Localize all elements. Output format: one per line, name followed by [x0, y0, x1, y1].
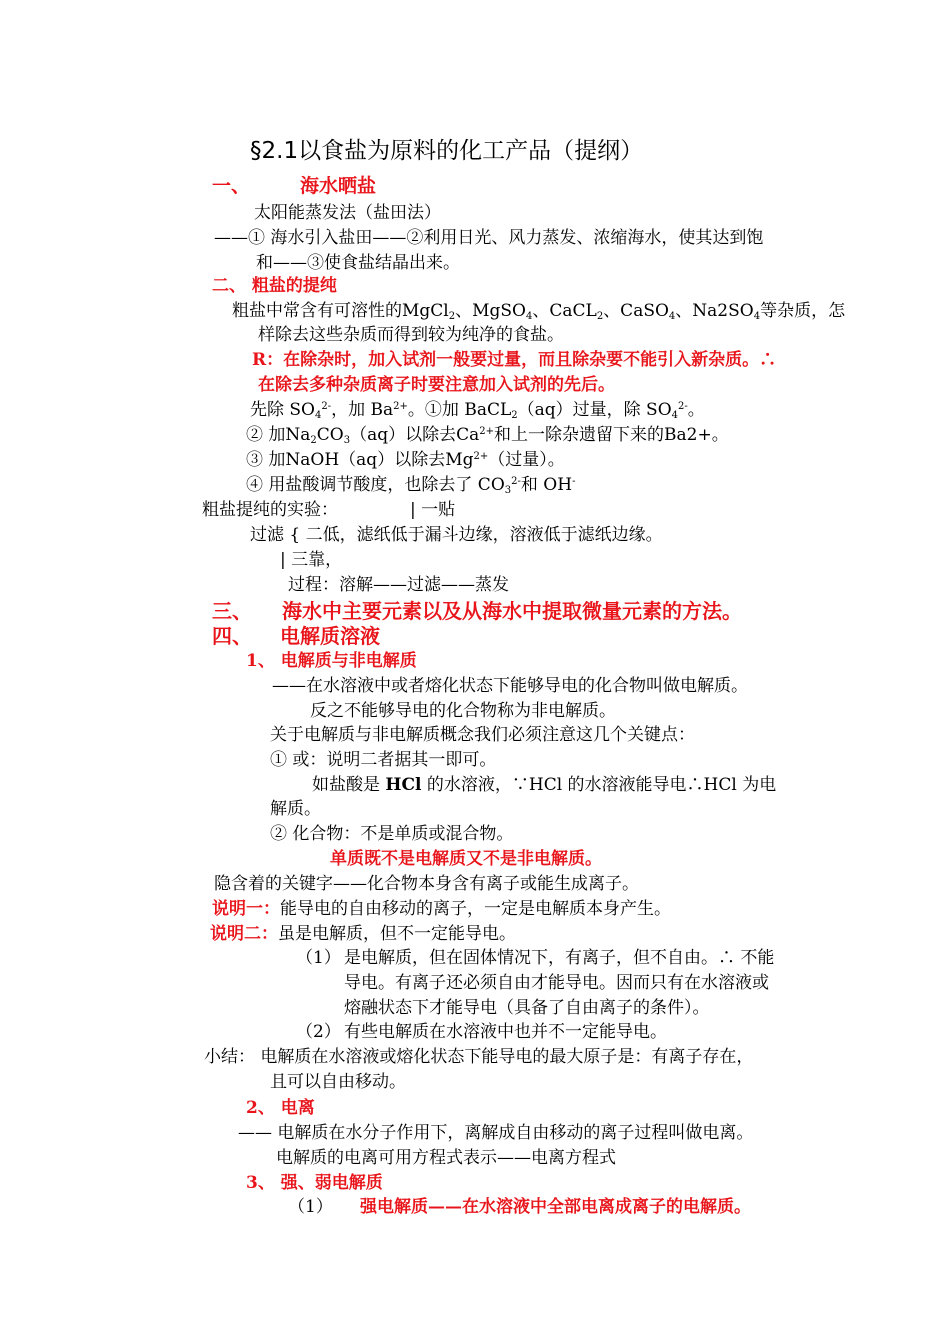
- subscript: 2: [448, 311, 456, 322]
- text-run: CO: [316, 425, 344, 445]
- summary-line-2: 且可以自由移动。: [270, 1072, 406, 1092]
- subscript: 4: [668, 311, 676, 322]
- key-point-2-note: 单质既不是电解质又不是非电解质。: [330, 849, 602, 869]
- definition-line-1: ——在水溶液中或者熔化状态下能够导电的化合物叫做电解质。: [272, 676, 748, 696]
- text-run: 。: [687, 400, 705, 420]
- note-1: [212, 898, 671, 920]
- subscript: 3: [343, 435, 351, 446]
- point-1-line-1: 是电解质，但在固体情况下，有离子，但不自由。∴ 不能: [344, 948, 775, 968]
- note-2-label: 说明二：: [210, 924, 278, 944]
- section-3-number: 三、: [212, 599, 252, 623]
- strong-electrolyte-number: （1）: [288, 1197, 333, 1217]
- superscript: 2+: [479, 426, 495, 437]
- text-run: 的水溶液，∵HCl 的水溶液能导电∴HCl 为电: [421, 775, 777, 795]
- section-3-heading: 海水中主要元素以及从海水中提取微量元素的方法。: [282, 599, 742, 623]
- superscript: 2+: [473, 451, 489, 462]
- subscript: 2: [310, 435, 317, 446]
- s2-remark-line-2: 在除去多种杂质离子时要注意加入试剂的先后。: [258, 375, 615, 395]
- text-run: 如盐酸是: [312, 775, 386, 795]
- experiment-item-1: | 一贴: [410, 500, 456, 520]
- text-run: ，加 Ba: [331, 400, 394, 420]
- s2-step-1: [250, 399, 705, 421]
- text-run: ③ 加NaOH（aq）以除去Mg: [246, 450, 474, 470]
- strong-electrolyte-def: 强电解质——在水溶液中全部电离成离子的电解质。: [360, 1197, 751, 1217]
- subsection-1-heading: 1、 电解质与非电解质: [246, 651, 417, 671]
- ionization-line-1: —— 电解质在水分子作用下，离解成自由移动的离子过程叫做电离。: [238, 1123, 754, 1143]
- text-run: 先除 SO: [250, 400, 315, 420]
- text-run: 和上一除杂遗留下来的Ba2+。: [494, 425, 729, 445]
- subscript: 2: [511, 410, 518, 421]
- text-run: 、CaSO: [603, 301, 669, 321]
- page-title: §2.1以食盐为原料的化工产品（提纲）: [250, 138, 644, 164]
- s2-impurities-line-1: [232, 300, 845, 322]
- point-2-number: （2）: [296, 1022, 341, 1042]
- text-run: 等杂质，怎: [760, 301, 846, 321]
- key-point-2: ② 化合物：不是单质或混合物。: [270, 824, 514, 844]
- subsection-2-heading: 2、 电离: [246, 1098, 315, 1118]
- subscript: 4: [753, 311, 761, 322]
- s1-line-1: 太阳能蒸发法（盐田法）: [254, 203, 441, 223]
- subscript: 4: [315, 410, 322, 421]
- note-1-label: 说明一：: [212, 899, 280, 919]
- subsection-3-heading: 3、 强、弱电解质: [246, 1173, 383, 1193]
- text-run: （过量）。: [488, 450, 565, 470]
- superscript: 2+: [393, 401, 408, 412]
- experiment-item-3: | 三靠，: [280, 550, 343, 570]
- subscript: 4: [671, 410, 679, 421]
- key-point-1-example-end: 解质。: [270, 799, 321, 819]
- section-2-heading: 二、 粗盐的提纯: [212, 276, 337, 296]
- s1-line-2: ——① 海水引入盐田——②利用日光、风力蒸发、浓缩海水，使其达到饱: [214, 228, 764, 248]
- superscript: 2-: [678, 401, 688, 412]
- key-point-1-example: [312, 774, 776, 796]
- text-run: （aq）以除去Ca: [350, 425, 480, 445]
- text-run: ④ 用盐酸调节酸度，也除去了 CO: [246, 475, 505, 495]
- text-run: 和 OH: [520, 475, 573, 495]
- text-run: 、MgSO: [455, 301, 526, 321]
- note-2: [210, 923, 516, 945]
- superscript: 2-: [321, 401, 332, 412]
- text-run: ② 加Na: [246, 425, 311, 445]
- section-1-heading: 海水晒盐: [300, 175, 377, 197]
- key-points-intro: 关于电解质与非电解质概念我们必须注意这几个关键点：: [270, 725, 695, 745]
- text-run: （aq）过量，除 SO: [517, 400, 672, 420]
- s2-impurities-line-2: 样除去这些杂质而得到较为纯净的食盐。: [258, 325, 564, 345]
- definition-line-2: 反之不能够导电的化合物称为非电解质。: [310, 701, 616, 721]
- subscript: 4: [525, 311, 533, 322]
- ionization-line-2: 电解质的电离可用方程式表示——电离方程式: [276, 1148, 616, 1168]
- section-4-number: 四、: [212, 624, 252, 648]
- point-2-text: 有些电解质在水溶液中也并不一定能导电。: [344, 1022, 667, 1042]
- s1-line-3: 和——③使食盐结晶出来。: [256, 253, 460, 273]
- note-1-text: 能导电的自由移动的离子，一定是电解质本身产生。: [280, 899, 671, 919]
- subscript: 3: [504, 485, 512, 496]
- text-run: 、Na2SO: [675, 301, 754, 321]
- experiment-label: 粗盐提纯的实验：: [202, 500, 338, 520]
- note-2-text: 虽是电解质，但不一定能导电。: [278, 924, 516, 944]
- superscript: 2-: [511, 476, 521, 487]
- filtration-line: 过滤 { 二低，滤纸低于漏斗边缘，溶液低于滤纸边缘。: [250, 525, 663, 545]
- hidden-keyword-line: 隐含着的关键字——化合物本身含有离子或能生成离子。: [214, 874, 639, 894]
- process-line: 过程：溶解——过滤——蒸发: [288, 575, 509, 595]
- hcl-bold: HCl: [385, 775, 422, 795]
- superscript: -: [572, 476, 576, 487]
- section-1-number: 一、: [212, 175, 251, 197]
- s2-step-4: [246, 474, 575, 496]
- text-run: 。①加 BaCL: [407, 400, 512, 420]
- point-1-line-2: 导电。有离子还必须自由才能导电。因而只有在水溶液或: [344, 973, 769, 993]
- s2-step-2: [246, 424, 729, 446]
- subscript: 2: [596, 311, 604, 322]
- key-point-1: ① 或：说明二者据其一即可。: [270, 750, 497, 770]
- s2-remark-line-1: R：在除杂时，加入试剂一般要过量，而且除杂要不能引入新杂质。∴: [252, 350, 777, 370]
- summary-line-1: 小结： 电解质在水溶液或熔化状态下能导电的最大原子是：有离子存在，: [204, 1047, 754, 1067]
- text-run: 粗盐中常含有可溶性的MgCl: [232, 301, 449, 321]
- point-1-number: （1）: [296, 948, 341, 968]
- point-1-line-3: 熔融状态下才能导电（具备了自由离子的条件）。: [344, 998, 710, 1018]
- s2-step-3: [246, 449, 565, 471]
- text-run: 、CaCL: [532, 301, 597, 321]
- section-4-heading: 电解质溶液: [280, 624, 380, 648]
